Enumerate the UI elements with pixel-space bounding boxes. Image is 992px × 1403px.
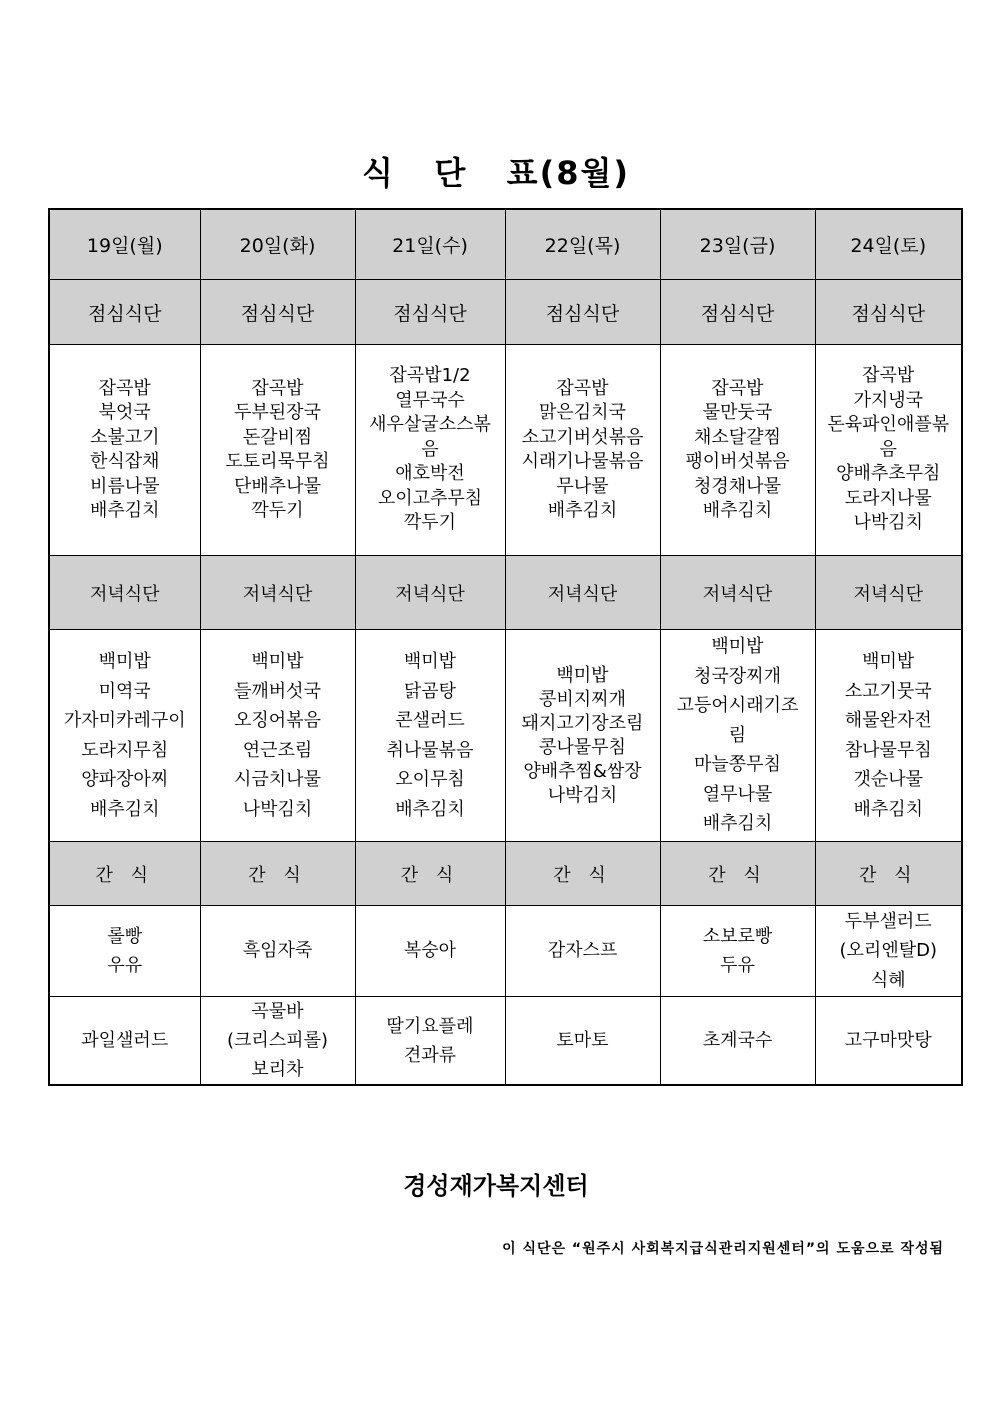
menu-item: 연근조림 xyxy=(242,739,313,761)
menu-item: 물만둣국 xyxy=(702,402,773,423)
dinner-menu-cell xyxy=(660,630,815,842)
snack-label: 간 식 xyxy=(49,842,200,906)
menu-item: 감자스프 xyxy=(547,940,618,962)
menu-item: 잡곡밥 xyxy=(251,377,304,399)
snack-cell xyxy=(49,997,200,1086)
menu-item: 애호박전 xyxy=(395,463,465,485)
menu-item: 잡곡밥 xyxy=(862,365,915,387)
menu-item: 초계국수 xyxy=(702,1030,773,1051)
menu-item: 백미밥 xyxy=(556,664,609,686)
menu-item: 두유 xyxy=(720,955,755,976)
menu-item: 나박김치 xyxy=(853,512,924,534)
menu-item: 배추김치 xyxy=(853,798,924,820)
menu-item: 배추김치 xyxy=(702,500,773,521)
snack-label: 간 식 xyxy=(200,842,355,906)
snack-label: 간 식 xyxy=(815,842,962,906)
menu-item: 배추김치 xyxy=(89,798,160,820)
menu-item: 채소달걀찜 xyxy=(694,426,781,448)
snack-label-row xyxy=(49,842,962,906)
lunch-label: 점심식단 xyxy=(355,280,505,345)
dinner-menu-cell xyxy=(505,630,660,842)
menu-item: 한식잡채 xyxy=(89,451,160,472)
menu-item: 백미밥 xyxy=(862,651,915,672)
snack-cell xyxy=(200,997,355,1086)
lunch-menu-cell xyxy=(355,345,505,556)
menu-item: 열무나물 xyxy=(702,783,773,805)
menu-item: 잡곡밥1/2 xyxy=(389,365,471,387)
snack-cell xyxy=(660,997,815,1086)
menu-item: 두부샐러드 xyxy=(844,910,932,932)
menu-item: 맑은김치국 xyxy=(539,402,626,423)
menu-item: 시금치나물 xyxy=(234,769,321,790)
menu-item: 고구마맛탕 xyxy=(844,1030,932,1051)
menu-item: 도토리묵무침 xyxy=(225,451,330,472)
dinner-label: 저녁식단 xyxy=(505,556,660,630)
footer-note: 이 식단은 “원주시 사회복지급식관리지원센터”의 도움으로 작성됨 xyxy=(502,1241,944,1257)
day-header-row xyxy=(49,209,962,280)
menu-item: (크리스피롤) xyxy=(227,1030,328,1051)
snack-morning-row xyxy=(49,906,962,997)
dinner-label-row xyxy=(49,556,962,630)
menu-item: 닭곰탕 xyxy=(403,680,457,702)
day-header: 19일(월) xyxy=(49,209,200,280)
menu-item: 북엇국 xyxy=(98,402,151,423)
lunch-menu-cell xyxy=(815,345,962,556)
menu-item: 취나물볶음 xyxy=(386,739,474,761)
menu-item: 깍두기 xyxy=(251,500,304,521)
menu-item: 배추김치 xyxy=(395,798,465,820)
lunch-label-row xyxy=(49,280,962,345)
snack-cell xyxy=(505,997,660,1086)
menu-item: 견과류 xyxy=(403,1044,457,1066)
menu-item: 마늘쫑무침 xyxy=(694,754,781,776)
snack-cell xyxy=(815,906,962,997)
menu-item: 돈육파인애플볶 xyxy=(827,414,950,436)
lunch-label: 점심식단 xyxy=(815,280,962,345)
menu-item: 청국장찌개 xyxy=(694,665,781,687)
menu-item: 흑임자죽 xyxy=(242,940,313,962)
menu-item: 잡곡밥 xyxy=(556,377,609,399)
menu-item: 나박김치 xyxy=(242,798,313,820)
snack-cell xyxy=(505,906,660,997)
menu-item: 양파장아찌 xyxy=(81,769,169,790)
snack-label: 간 식 xyxy=(660,842,815,906)
menu-item: 들깨버섯국 xyxy=(234,680,321,702)
menu-item: 두부된장국 xyxy=(234,402,321,423)
menu-item: 백미밥 xyxy=(98,651,151,672)
snack-label: 간 식 xyxy=(355,842,505,906)
menu-item: 양배추찜&쌈장 xyxy=(523,760,642,782)
day-header: 22일(목) xyxy=(505,209,660,280)
menu-item: 단배추나물 xyxy=(234,475,321,497)
menu-item: 백미밥 xyxy=(251,651,304,672)
snack-afternoon-row xyxy=(49,997,962,1086)
menu-item: 고등어시래기조 xyxy=(676,695,799,717)
center-name: 경성재가복지센터 xyxy=(403,1172,589,1200)
menu-item: 미역국 xyxy=(98,680,151,702)
menu-item: 돈갈비찜 xyxy=(242,426,313,448)
day-header: 23일(금) xyxy=(660,209,815,280)
dinner-label: 저녁식단 xyxy=(815,556,962,630)
menu-item: 돼지고기장조림 xyxy=(521,712,644,734)
menu-item: 해물완자전 xyxy=(844,710,932,731)
dinner-label: 저녁식단 xyxy=(660,556,815,630)
lunch-label: 점심식단 xyxy=(200,280,355,345)
snack-cell xyxy=(660,906,815,997)
menu-item: 배추김치 xyxy=(547,500,618,521)
menu-item: 시래기나물볶음 xyxy=(521,451,644,472)
snack-cell xyxy=(355,906,505,997)
day-header: 21일(수) xyxy=(355,209,505,280)
snack-cell xyxy=(355,997,505,1086)
menu-item: 도라지무침 xyxy=(81,739,169,761)
lunch-menu-cell xyxy=(505,345,660,556)
menu-item: 갯순나물 xyxy=(853,769,924,790)
menu-item: 우유 xyxy=(107,955,143,976)
menu-item: 보리차 xyxy=(251,1059,304,1080)
menu-item: 깍두기 xyxy=(403,512,457,534)
menu-item: 배추김치 xyxy=(702,813,773,835)
menu-item: 참나물무침 xyxy=(844,739,932,761)
menu-item: 소보로빵 xyxy=(702,925,773,947)
snack-cell xyxy=(200,906,355,997)
snack-cell xyxy=(815,997,962,1086)
menu-item: 양배추초무침 xyxy=(836,463,941,485)
menu-item: 콘샐러드 xyxy=(395,710,465,731)
menu-item: 잡곡밥 xyxy=(711,377,764,399)
menu-item: 림 xyxy=(728,724,747,746)
menu-item: 비름나물 xyxy=(89,475,160,497)
dinner-label: 저녁식단 xyxy=(200,556,355,630)
menu-item: 백미밥 xyxy=(711,636,764,658)
dinner-label: 저녁식단 xyxy=(355,556,505,630)
page-title: 식 단 표(8월) xyxy=(361,154,630,192)
dinner-menu-cell xyxy=(355,630,505,842)
dinner-menu-cell xyxy=(49,630,200,842)
menu-item: 나박김치 xyxy=(547,784,618,806)
day-header: 24일(토) xyxy=(815,209,962,280)
lunch-menu-cell xyxy=(49,345,200,556)
dinner-menu-row xyxy=(49,630,962,842)
menu-item: 배추김치 xyxy=(89,500,160,521)
lunch-menu-row xyxy=(49,345,962,556)
snack-cell xyxy=(49,906,200,997)
menu-item: 콩비지찌개 xyxy=(539,688,626,710)
menu-item: 청경채나물 xyxy=(694,475,781,497)
menu-item: 무나물 xyxy=(556,475,609,497)
menu-item: 가자미카레구이 xyxy=(63,710,186,731)
menu-item: 팽이버섯볶음 xyxy=(685,451,790,472)
menu-item: (오리엔탈D) xyxy=(839,940,937,962)
lunch-menu-cell xyxy=(660,345,815,556)
dinner-label: 저녁식단 xyxy=(49,556,200,630)
menu-item: 소고기버섯볶음 xyxy=(521,426,644,448)
menu-item: 오이무침 xyxy=(395,769,465,790)
lunch-label: 점심식단 xyxy=(505,280,660,345)
lunch-label: 점심식단 xyxy=(49,280,200,345)
menu-item: 오징어볶음 xyxy=(234,710,321,731)
day-header: 20일(화) xyxy=(200,209,355,280)
meal-plan-table xyxy=(48,208,963,1086)
menu-item: 소고기뭇국 xyxy=(844,680,932,702)
menu-item: 소불고기 xyxy=(89,426,160,448)
menu-item: 식혜 xyxy=(870,969,906,991)
menu-item: 롤빵 xyxy=(107,925,143,947)
menu-item: 딸기요플레 xyxy=(386,1015,474,1037)
menu-item: 콩나물무침 xyxy=(539,736,626,758)
snack-label: 간 식 xyxy=(505,842,660,906)
menu-item: 음 xyxy=(421,438,439,460)
menu-item: 도라지나물 xyxy=(844,487,932,509)
menu-item: 새우살굴소스볶 xyxy=(369,414,491,436)
menu-item: 열무국수 xyxy=(395,389,465,411)
dinner-menu-cell xyxy=(200,630,355,842)
menu-item: 음 xyxy=(879,438,897,460)
menu-item: 백미밥 xyxy=(403,651,457,672)
dinner-menu-cell xyxy=(815,630,962,842)
menu-item: 가지냉국 xyxy=(853,389,924,411)
menu-item: 곡물바 xyxy=(251,1001,304,1022)
menu-item: 오이고추무침 xyxy=(377,487,483,509)
menu-item: 토마토 xyxy=(556,1030,609,1051)
menu-item: 과일샐러드 xyxy=(81,1030,169,1051)
lunch-menu-cell xyxy=(200,345,355,556)
lunch-label: 점심식단 xyxy=(660,280,815,345)
menu-item: 잡곡밥 xyxy=(98,377,151,399)
menu-item: 복숭아 xyxy=(403,940,457,962)
